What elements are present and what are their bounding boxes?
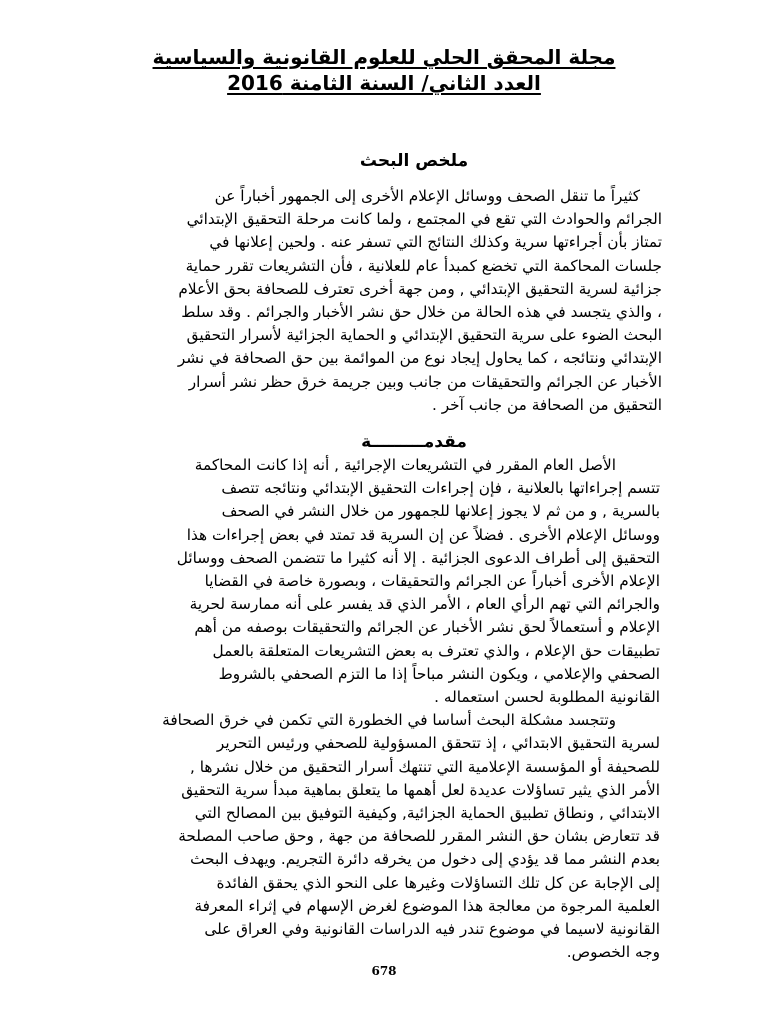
abstract-line: التحقيق من الصحافة من جانب آخر . (432, 395, 662, 414)
introduction-line: لسرية التحقيق الابتدائي ، إذ تتحقق المسؤولية للصحفي ورئيس التحرير (216, 734, 660, 753)
introduction-line: قد تتعارض بشان حق النشر المقرر للصحافة من جهة , وحق صاحب المصلحة (178, 827, 660, 846)
journal-title: مجلة المحقق الحلي للعلوم القانونية والسياسية (152, 45, 616, 69)
introduction-line: العلمية المرجوة من معالجة هذا الموضوع لغرض الإسهام في إثراء المعرفة (194, 896, 660, 915)
introduction-line: القانونية المطلوبة لحسن استعماله . (434, 688, 660, 707)
introduction-heading: مقدمـــــــــة (361, 432, 467, 452)
introduction-line: الإعلام الأخرى أخباراً عن الجرائم والتحقيقات ، وبصورة خاصة في القضايا (204, 572, 660, 591)
introduction-line: الابتدائي , ونطاق تطبيق الحماية الجزائية, وكيفية التوفيق بين المصالح التي (194, 804, 660, 823)
introduction-line: وتتجسد مشكلة البحث أساسا في الخطورة التي تكمن في خرق الصحافة (162, 711, 616, 730)
abstract-line: الجرائم والحوادث التي تقع في المجتمع ، ولما كانت مرحلة التحقيق الإبتدائي (186, 210, 662, 229)
introduction-body (100, 454, 660, 964)
introduction-line: ووسائل الإعلام الأخرى . فضلاً عن إن السرية قد تمتد في بعض إجراءات هذا (186, 525, 660, 544)
introduction-line: الأمر الذي يثير تساؤلات عديدة لعل أهمها ما يتعلق بماهية مبدأ سرية التحقيق (181, 780, 660, 799)
abstract-line: ، والذي يتجسد في هذه الحالة من خلال حق نشر الأخبار والجرائم . وقد سلط (181, 303, 662, 322)
introduction-line: إلى الإجابة عن كل تلك التساؤلات وغيرها على النحو الذي يحقق الفائدة (216, 873, 660, 892)
introduction-line: بالسرية , و من ثم لا يجوز إعلانها للجمهور من خلال النشر في الصحف (221, 502, 660, 521)
abstract-line: الإبتدائي ونتائجه ، كما يحاول إيجاد نوع من الموائمة بين حق الصحافة في نشر (177, 349, 662, 368)
abstract-line: جزائية لسرية التحقيق الإبتدائي , ومن جهة أخرى تعترف للصحافة بحق الأعلام (178, 279, 662, 298)
journal-header (96, 44, 672, 96)
introduction-line: الإعلام و أستعمالاً لحق نشر الأخبار عن الجرائم والتحقيقات بوصفه من أهم (194, 618, 660, 637)
introduction-line: بعدم النشر مما قد يؤدي إلى دخول من يخرقه دائرة التجريم. ويهدف البحث (190, 850, 660, 869)
introduction-line: الأصل العام المقرر في التشريعات الإجرائية , أنه إذا كانت المحاكمة (194, 456, 616, 474)
introduction-line: التحقيق إلى أطراف الدعوى الجزائية . إلا أنه كثيرا ما تتضمن الصحف ووسائل (176, 548, 660, 567)
introduction-line: تطبيقات حق الإعلام ، والذي تعترف به بعض التشريعات المتعلقة بالعمل (212, 641, 660, 660)
introduction-line: وجه الخصوص. (566, 943, 660, 962)
abstract-heading: ملخص البحث (359, 151, 469, 171)
abstract-body (102, 185, 662, 417)
introduction-line: للصحيفة أو المؤسسة الإعلامية التي تنتهك أسرار التحقيق من خلال نشرها , (190, 757, 660, 776)
introduction-line: تتسم إجراءاتها بالعلانية ، فإن إجراءات التحقيق الإبتدائي ونتائجه تتصف (221, 479, 660, 498)
introduction-line: الصحفي والإعلامي ، ويكون النشر مباحاً إذا ما التزم الصحفي بالشروط (218, 664, 660, 683)
introduction-line: القانونية لاسيما في موضوع تندر فيه الدراسات القانونية وفي العراق على (204, 920, 660, 939)
page-number: 678 (371, 964, 397, 978)
abstract-line: كثيراً ما تنقل الصحف ووسائل الإعلام الأخرى إلى الجمهور أخباراً عن (214, 187, 640, 205)
issue-line: العدد الثاني/ السنة الثامنة 2016 (227, 71, 541, 95)
abstract-line: تمتاز بأن أجراءتها سرية وكذلك النتائج التي تسفر عنه . ولحين إعلانها في (209, 233, 662, 252)
introduction-line: والجرائم التي تهم الرأي العام ، الأمر الذي قد يفسر على أنه ممارسة لحرية (189, 595, 660, 614)
abstract-line: البحث الضوء على سرية التحقيق الإبتدائي و الحماية الجزائية لأسرار التحقيق (186, 326, 662, 345)
abstract-line: جلسات المحاكمة التي تخضع كمبدأ عام للعلانية ، فأن التشريعات تقرر حماية (185, 256, 662, 275)
abstract-line: الأخبار عن الجرائم والتحقيقات من جانب وبين جريمة خرق حظر نشر أسرار (188, 372, 662, 391)
